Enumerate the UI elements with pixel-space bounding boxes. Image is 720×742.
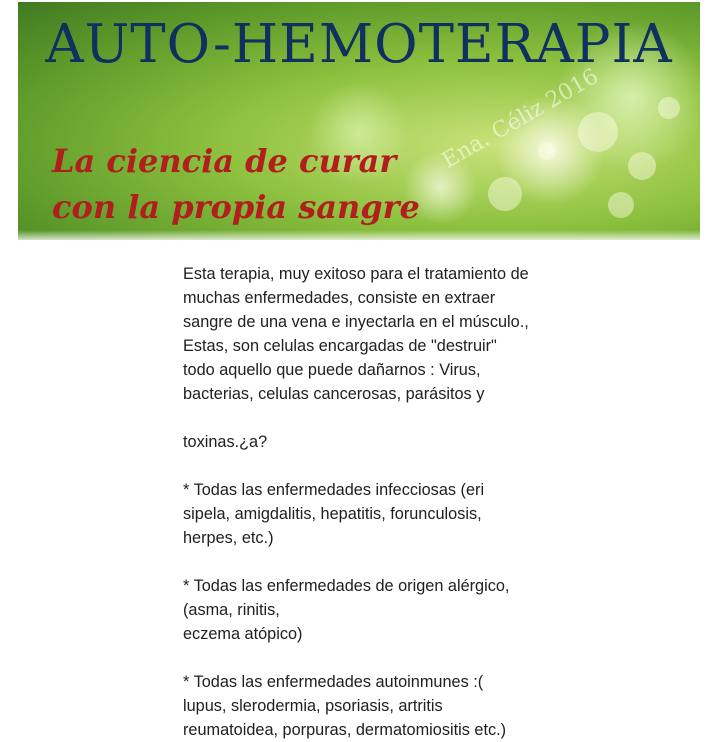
bokeh-light xyxy=(538,142,556,160)
bokeh-light xyxy=(578,112,618,152)
bokeh-light xyxy=(608,192,634,218)
banner-subtitle-line-1: La ciencia de curar xyxy=(52,142,397,180)
article-body xyxy=(183,262,583,742)
banner-subtitle-line-2: con la propia sangre xyxy=(52,188,420,226)
header-banner-image xyxy=(18,2,700,240)
article-paragraph-intro: Esta terapia, muy exitoso para el tratamiento de muchas enfermedades, consiste en extraer sangre de una vena e inyectarla en el músculo., Estas, son celulas encargadas de "destruir" todo aquello que puede dañarnos : Virus, bacterias, celulas cancerosas, parásitos y xyxy=(183,265,529,403)
article-list-item-autoinmunes: * Todas las enfermedades autoinmunes :( lupus, slerodermia, psoriasis, artritis reumatoidea, porpuras, dermatomiositis etc.) xyxy=(183,673,507,739)
banner-title: AUTO-HEMOTERAPIA xyxy=(45,14,673,75)
bokeh-light xyxy=(488,177,522,211)
bokeh-light xyxy=(628,152,656,180)
grass-strip xyxy=(18,230,700,240)
article-list-item-alergicas: * Todas las enfermedades de origen alérgico, (asma, rinitis, eczema atópico) xyxy=(183,577,510,643)
bokeh-light xyxy=(658,97,680,119)
banner-watermark: Ena. Céliz 2016 xyxy=(438,64,603,174)
article-list-item-infecciosas: * Todas las enfermedades infecciosas (eri sipela, amigdalitis, hepatitis, forunculosis, herpes, etc.) xyxy=(183,481,485,547)
article-paragraph-toxinas: toxinas.¿a? xyxy=(183,433,268,451)
